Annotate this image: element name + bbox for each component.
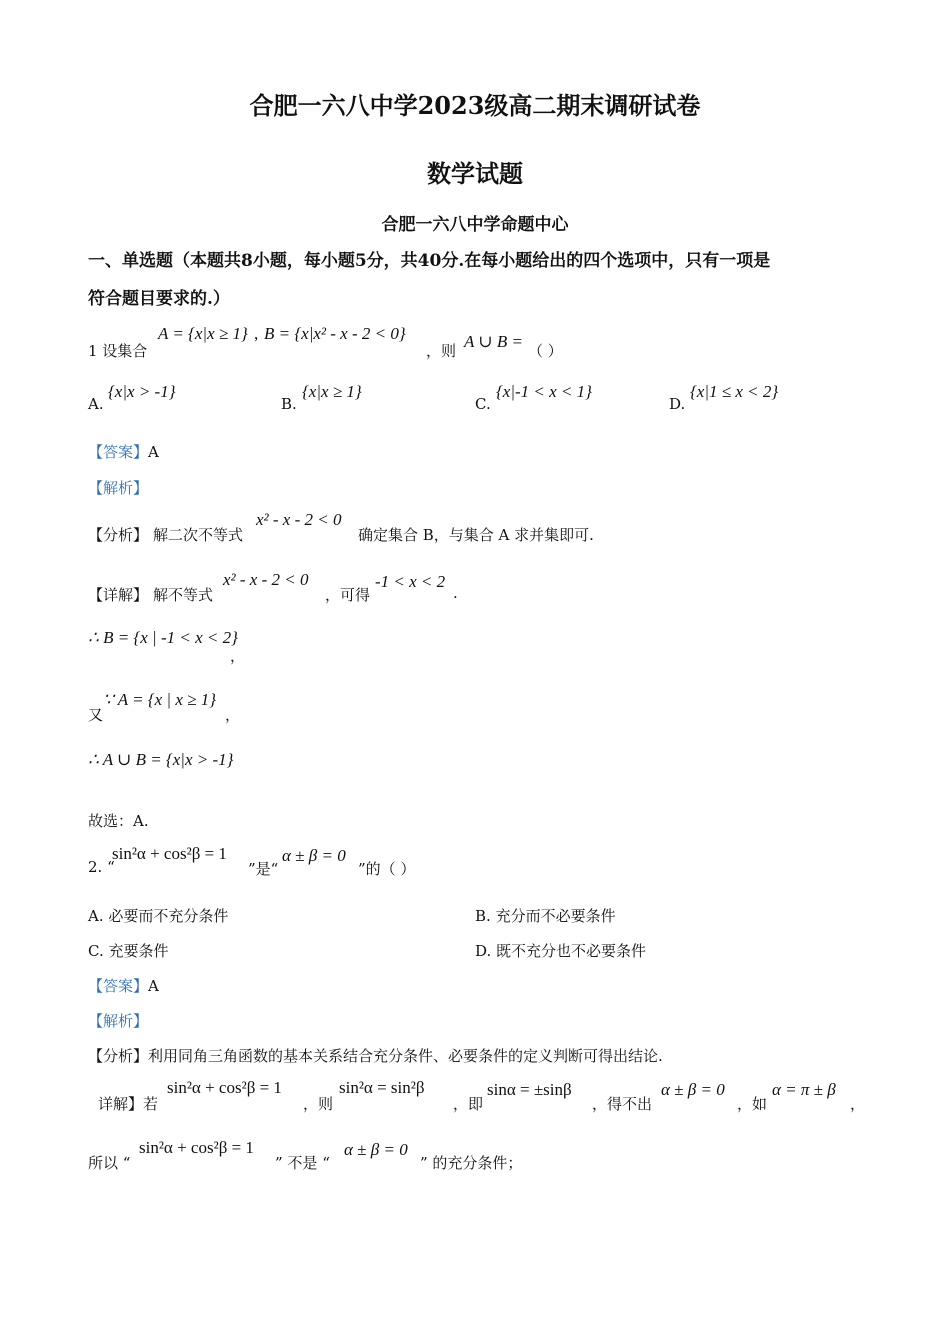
q1-detail-math2: -1 < x < 2: [375, 572, 446, 591]
q1-step1: ∴ B = {x | -1 < x < 2}: [88, 628, 238, 647]
q2-option-d-text: 既不充分也不必要条件: [496, 942, 647, 960]
q2-option-a: [88, 905, 228, 926]
q1-detail-b: ，可得: [325, 586, 371, 604]
q1-detail-math1: x² - x - 2 < 0: [223, 570, 309, 589]
q1-option-c-label: C.: [475, 395, 491, 413]
q2-last-c: ” 的充分条件；: [420, 1154, 523, 1172]
q2-fenxi-line: [88, 1045, 663, 1066]
q2-option-b: [475, 905, 616, 926]
q1-answer: A: [148, 443, 159, 461]
q1-step3: ∴ A ∪ B = {x|x > -1}: [88, 750, 234, 769]
q1-then: ，则: [426, 342, 457, 360]
q1-step2: ∵ A = {x | x ≥ 1}: [103, 690, 216, 709]
q2-detail-d: ，得不出: [592, 1095, 653, 1113]
q2-option-a-text: 必要而不充分条件: [108, 907, 229, 925]
q2-detail-m2: sin²α = sin²β: [339, 1078, 425, 1097]
q1-step2-end: ，: [225, 706, 241, 724]
q1-comma: ,: [254, 324, 259, 343]
q1-prefix: 1 设集合: [88, 342, 148, 360]
q2-fenxi: 利用同角三角函数的基本关系结合充分条件、必要条件的定义判断可得出结论.: [148, 1047, 663, 1065]
q2-option-a-label: A.: [88, 907, 104, 925]
q1-fenxi-a: 解二次不等式: [153, 526, 244, 544]
q2-detail-m5: α = π ± β: [772, 1080, 836, 1099]
q1-fenxi-math: x² - x - 2 < 0: [256, 510, 342, 529]
q1-step2-prefix: 又: [88, 706, 104, 724]
q2-option-d-label: D.: [475, 942, 492, 960]
subject-title: 数学试题: [427, 159, 523, 188]
q1-set-a: A = {x|x ≥ 1}: [158, 324, 248, 343]
q1-option-d-label: D.: [669, 395, 686, 413]
q1-option-d: {x|1 ≤ x < 2}: [690, 382, 779, 401]
author-line: 合肥一六八中学命题中心: [381, 215, 569, 235]
q2-suffix: ”的（ ）: [358, 860, 416, 878]
q2-detail-a: 详解】若: [98, 1095, 159, 1113]
q1-detail-a: 解不等式: [153, 586, 214, 604]
q2-answer-line: [88, 975, 159, 996]
q1-option-b: {x|x ≥ 1}: [302, 382, 362, 401]
q1-option-b-label: B.: [281, 395, 297, 413]
exam-title: 合肥一六八中学2023级高二期末调研试卷: [249, 91, 701, 120]
q2-last-m2: α ± β = 0: [344, 1140, 408, 1159]
q2-option-c: [88, 940, 169, 961]
q1-union-expr: A ∪ B =: [464, 332, 523, 351]
q2-mid: ”是“: [248, 860, 279, 878]
q1-answer-line: [88, 441, 159, 462]
q2-cond1: sin²α + cos²β = 1: [112, 844, 227, 863]
q2-last-m1: sin²α + cos²β = 1: [139, 1138, 254, 1157]
q1-step1-end: ，: [230, 647, 246, 665]
q2-detail-m1: sin²α + cos²β = 1: [167, 1078, 282, 1097]
q1-option-a-label: A.: [88, 395, 104, 413]
q2-detail-e: ，如: [737, 1095, 768, 1113]
answer-tag: 【答案】: [88, 977, 149, 995]
answer-tag: 【答案】: [88, 443, 149, 461]
q2-fenxi-tag: 【分析】: [88, 1047, 149, 1065]
q2-detail-c: ，即: [453, 1095, 484, 1113]
q2-detail-f: ，: [850, 1095, 866, 1113]
q1-analysis-tag: 【解析】: [88, 479, 149, 497]
q1-fenxi-b: 确定集合 B，与集合 A 求并集即可.: [358, 526, 594, 544]
q1-set-b: B = {x|x² - x - 2 < 0}: [264, 324, 406, 343]
q1-detail-c: .: [453, 584, 458, 602]
section-heading-line1: 一、单选题（本题共8小题，每小题5分，共40分.在每小题给出的四个选项中，只有一项是: [88, 251, 771, 271]
q2-detail-b: ，则: [303, 1095, 334, 1113]
q2-option-c-label: C.: [88, 942, 104, 960]
q2-option-c-text: 充要条件: [108, 942, 169, 960]
q1-conclusion: 故选：A.: [88, 812, 149, 830]
q1-paren: （ ）: [528, 342, 563, 360]
q2-last-b: ” 不是 “: [275, 1154, 330, 1172]
q2-option-b-label: B.: [475, 907, 491, 925]
q1-option-c: {x|-1 < x < 1}: [496, 382, 592, 401]
q2-cond2: α ± β = 0: [282, 846, 346, 865]
q2-option-d: [475, 940, 646, 961]
section-heading-line2: 符合题目要求的.）: [88, 289, 230, 309]
q2-detail-m3: sinα = ±sinβ: [487, 1080, 572, 1099]
q1-option-a: {x|x > -1}: [108, 382, 176, 401]
q2-answer: A: [148, 977, 159, 995]
q2-analysis-tag: 【解析】: [88, 1012, 149, 1030]
q1-detail-tag: 【详解】: [88, 586, 149, 604]
q2-last-a: 所以 “: [88, 1154, 131, 1172]
q1-fenxi-tag: 【分析】: [88, 526, 149, 544]
q2-prefix: 2. “: [88, 858, 115, 876]
q2-option-b-text: 充分而不必要条件: [495, 907, 616, 925]
q2-detail-m4: α ± β = 0: [661, 1080, 725, 1099]
